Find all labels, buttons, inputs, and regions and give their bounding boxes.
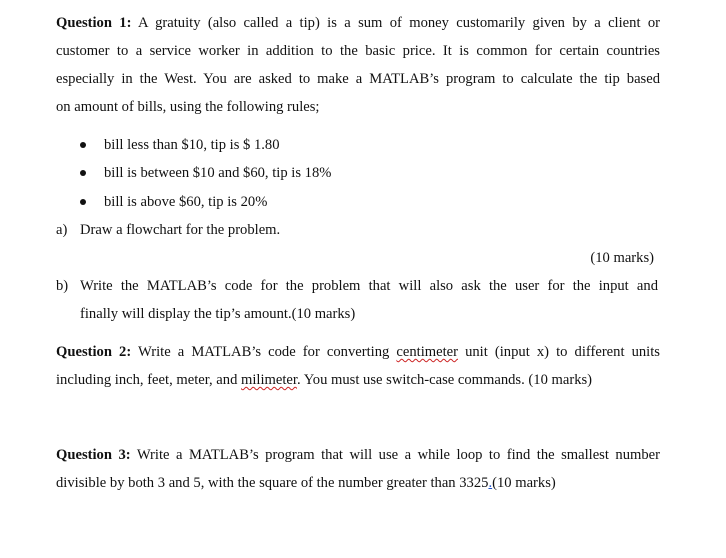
q1-label: Question 1: xyxy=(56,15,132,31)
part-a-text: Draw a flowchart for the problem. xyxy=(80,222,281,238)
q3-text-1: Write a MATLAB’s program that will use a while loop to find the smallest number xyxy=(136,447,660,463)
part-b-line-1: Write the MATLAB’s code for the problem that will also ask the user for the input and xyxy=(80,278,658,294)
rule-item-2 xyxy=(0,164,700,182)
q3-period: . xyxy=(488,475,493,491)
rule-item-1 xyxy=(0,136,700,154)
q2-line-2 xyxy=(56,371,660,389)
q2-label: Question 2: xyxy=(56,344,132,360)
rule-text-3: bill is above $60, tip is 20% xyxy=(104,194,268,210)
q2-text-2b: . You must use switch-case commands. (10 marks) xyxy=(296,372,593,388)
bullet-icon xyxy=(80,170,86,176)
part-a-marks: (10 marks) xyxy=(590,250,654,266)
q2-text-1a: Write a MATLAB’s code for converting xyxy=(138,344,397,360)
bullet-icon xyxy=(80,199,86,205)
q3-label: Question 3: xyxy=(56,447,131,463)
q3-line-2 xyxy=(56,474,660,492)
rule-text-2: bill is between $10 and $60, tip is 18% xyxy=(104,165,332,181)
q1-line-1 xyxy=(56,14,660,32)
q1-line-2: customer to a service worker in addition to the basic price. It is common for certain countries xyxy=(56,43,660,59)
q3-text-2a: divisible by both 3 and 5, with the square of the number greater than 3325 xyxy=(56,475,489,491)
bullet-icon xyxy=(80,142,86,148)
part-b-line-2: finally will display the tip’s amount.(10 marks) xyxy=(80,306,356,322)
q1-text-1: A gratuity (also called a tip) is a sum of money customarily given by a client or xyxy=(138,15,660,31)
part-b-label: b) xyxy=(56,278,69,294)
part-a-label: a) xyxy=(56,222,68,238)
rule-item-3 xyxy=(0,193,700,211)
q2-word-milimeter: milimeter xyxy=(241,372,297,388)
q1-line-3: especially in the West. You are asked to make a MATLAB’s program to calculate the tip based xyxy=(56,71,660,87)
q2-word-centimeter: centimeter xyxy=(396,344,458,360)
q2-line-1 xyxy=(56,343,660,361)
rule-text-1: bill less than $10, tip is $ 1.80 xyxy=(104,137,280,153)
q3-text-2b: (10 marks) xyxy=(492,475,556,491)
q2-text-1b: unit (input x) to different units xyxy=(458,344,660,360)
q2-text-2a: including inch, feet, meter, and xyxy=(56,372,242,388)
q1-line-4: on amount of bills, using the following rules; xyxy=(56,99,320,115)
q3-line-1 xyxy=(56,446,660,464)
